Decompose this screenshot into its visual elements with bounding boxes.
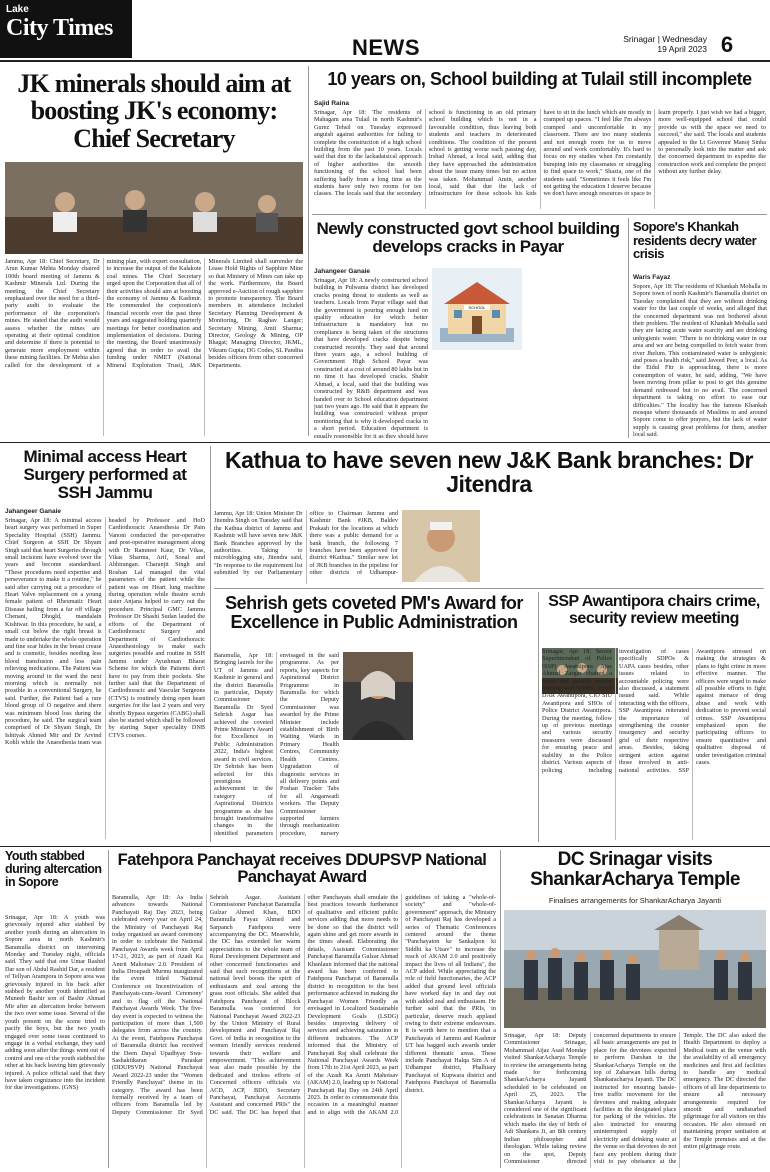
school-sign: SCHOOL xyxy=(468,305,486,310)
masthead-rule xyxy=(0,60,770,62)
shankaracharya-headline: DC Srinagar visits ShankarAcharya Temple xyxy=(530,850,740,890)
youth-headline: Youth stabbed during altercation in Sopore xyxy=(5,850,102,890)
payar-col1 xyxy=(314,268,428,438)
section-rule xyxy=(214,588,764,589)
column-divider xyxy=(500,850,501,1168)
page-number: 6 xyxy=(720,32,734,57)
sehrish-body: Baramulla, Apr 18: Bringing laurels for the UT of Jammu and Kashmir in general and the district Baramulla in particular, Deputy Commissioner Baramulla Dr Syed Sehrish Asgar has achieved the coveted Prime Minister's Award for Excellence in Public Administration 2022, India's highest award in civil services. Dr Sehrish has been selected for this prestigious achievement in the category of Aspirational Districts programme as she has brought transformative changes in the identified parameters envisaged in the said programme. As per reports, key aspects for Aspirational District Programme in Baramulla for which the Deputy Commissioner was awarded by the Prime Minister include establishment of Birth Waiting Wards in Primary Health Centres, Community Health Centres. Upgradation of diagnostic services in all delivery points and Poshan Tracker Tabs for all Anganwadi workers. The Deputy Commissioner supported farmers through mechanization procedure, nursery xyxy=(214,652,339,837)
minister-portrait-icon xyxy=(402,510,480,582)
ssh-byline: Jahangeer Ganaie xyxy=(5,508,61,515)
column-divider xyxy=(538,592,539,842)
payar-body: Srinagar, Apr 18: A newly constructed school building in Pulwama district has developed cracks posing threat to students as well as teachers. Locals from Payar village said that the government is pouring enough fund on quality education for which better infrastructure is mandatory but no compliance is being taken of the structures that have developed cracks despite being constructed recently. They said that around three years ago, a school building of Government High School Payar was constructed at a cost of around 80 lakhs but in no time it has developed cracks. Shabir Ahmad, a local, said that the building was constructed by R&B department and was handed over to School education department just two years ago. He said that it appears the building was constructed without proper monitoring that is why it developed cracks in a short period. Education department is equally responsible for it as they should have xyxy=(314,277,428,438)
school-building-icon xyxy=(432,268,522,350)
dateline xyxy=(597,34,707,54)
masthead-logo xyxy=(0,0,132,58)
ssh-article xyxy=(5,508,205,840)
shankaracharya-subhead: Finalises arrangements for ShankarAcharya Jayanti xyxy=(548,896,722,905)
jk-minerals-photo xyxy=(5,162,303,254)
khankah-headline: Sopore's Khankah residents decry water crisis xyxy=(633,220,757,262)
sehrish-photo xyxy=(343,652,413,740)
meeting-photo-icon xyxy=(5,162,303,254)
sehrish-body-cont xyxy=(417,652,534,840)
khankah-article xyxy=(633,274,767,438)
section-rule xyxy=(312,214,767,215)
kathua-body: Jammu, Apr 18: Union Minister Dr Jitendra Singh on Tuesday said that the Kathua district of Jammu and Kashmir will have seven new J&K Bank Branches approved by the authorities. Taking to microblogging site, Jitendra said, "In response to the requirement list submitted by our Parliamentary office to Chairman Jammu and Kashmir Bank #JKB, Baldev Prakash for the locations at which there was a public demand for a bank branch, the following 7 branches have been approved for district #Kathua." Similar new lot of JKB branches in the pipeline for other districts of Udhampur- xyxy=(214,510,398,577)
temple-visit-photo-icon xyxy=(504,910,766,1028)
khankah-byline: Waris Fayaz xyxy=(633,274,671,281)
ssh-headline: Minimal access Heart Surgery performed at SSH Jammu xyxy=(23,448,187,502)
brand-main: City Times xyxy=(6,15,113,41)
kathua-photo xyxy=(402,510,480,582)
section-rule xyxy=(0,442,770,443)
payar-body-cont xyxy=(432,352,624,438)
fatehpora-headline: Fatehpora Panchayat receives DDUPSVP National Panchayat Award xyxy=(117,852,487,887)
awantipora-body: Srinagar, Apr 18: Senior Superintendent of Police (SSP) Awantipora Ajaz Ahmed Zargar chaired a crime and security review meeting with SDPOs, DySP DAR Awantipora, CIO SIU Awantipora and SHOs of Police District Awantipora. During the meeting, follow up of previous meetings and various security measures were discussed for ensuring peace and stability in the Police district. Various aspects of policing including investigation of cases specifically SDPOs & UAPA cases besides, other issues related to accountable policing were also discussed, a statement issued said. While interacting with the officers, SSP Awantipora reiterated the importance of strengthening the counter insurgency and security grid of their respective areas. Besides, taking stringent action against those involved in anti-national activities. SSP Awantipora stressed on making the strategies & plans to fight crime in more effective manner. The officers were urged to make all possible efforts to fight against menace of drug abuse and work with dedication to prevent social crimes. SSP Awantipora emphasized upon the participating officers to ensure quantitative and qualitative disposal of under investigation criminal cases. xyxy=(542,648,766,774)
sehrish-headline: Sehrish gets coveted PM's Award for Excellence in Public Administration xyxy=(225,594,523,632)
payar-byline: Jahangeer Ganaie xyxy=(314,268,370,275)
fatehpora-body: Baramulla, Apr 18: As India advances towards National Panchayati Raj Day 2023, being celebrated every year on April 24, the Ministry of Panchayati Raj today organised an award ceremony in order to celebrate the National Panchayat Awards week from April 17-21, 2023, as part of Azadi Ka Amrit Mahotsav 2.0. President of India Droupadi Murmu inaugurated the event titled 'National Conference on Incentivization of Panchayats-cum-Award Ceremony' and to flag off the National Panchayat Awards Week. The five-day event is expected to witness the participation of more than 1,500 delegates from across the country. At the event, Fatehpora Panchayat of Baramulla district has received the Deen Dayal Upadhyay Swa-Sashaktikaran Puraskar (DDUPSVP) National Panchayat Award 2022-23 under the "Women Friendly Panchayat" theme in its category. The award has been formally received by a team of officers from Baramulla led by Deputy Commissioner Dr Syed Sehrish Asgar. Assistant Commissioner Panchayat Baramulla Gulzar Ahmed Khan, BDO Baramulla Fayaz Ahmed and Sarpanch Fatehpora were accompanying the DC. Meanwhile, the DC has extended her warm appreciations to the whole team of Rural Development Department and other concerned functionaries and said that such recognitions at the national level boosts the spirit of enthusiasm and zeal among the grass root officials. She added that Fatehpora Panchayat of Block Baramulla was conferred for National Panchayat Award 2022-23 by the Union Ministry of Rural development and Panchayat Raj Govt. of India in recognition to the women friendly services rendered towards their welfare and empowerment. "This achievement was also made possible by the dedicated and tireless efforts of Concerned officers officials viz ACD, ACP, BDO, Secretary Panchayat, Panchayat Accounts Assistant and concerned PRIs" the DC said. The DC has hoped that other Panchayats shall emulate the best practices towards furtherance of qualitative and efficient public services adding that more needs to be done so that the district will again shine and get more awards in the times ahead. Elaborating the details, Assistant Commissioner Panchayat Baramulla Gulzar Ahmad Khanlaun informed that the national award has been conferred to Fatehpora Panchayat of Baramulla district in recognition to the best performance achieved in making the Panchayat Women Friendly as envisaged in Localized Sustainable Development Goals (LSDG) besides improving delivery of services and achieving saturation in different indicators. The ACP informed that the Ministry of Panchayati Raj shall celebrate the National Panchayat Awards Week from 17th to 21st April 2023, as part of the Azadi Ka Amrit Mahotsav (AKAM) 2.0, leading up to National Panchayati Raj Day on 24th April 2023. In order to commemorate this occasion in a meaningful manner and to align with the AKAM 2.0 guidelines of taking a "whole-of-society" and "whole-of-government" approach, the Ministry of Panchayati Raj has developed a series of Thematic Conferences centered around the theme "Panchayaton ke Sankalpon ki Siddhi ka Utsav" to increase the reach of AKAM 2.0 and positively impact the lives of all Indians", the ACP added. While appreciating the role of field functionaries, the ACP added that ground level officials have worked day in and day out with added zeal and enthusiasm. He further said that the PRIs, in particular, deserve much applaud owing to their extreme endeavours. It is worth here to mention that a Panchayats of Jammu and Kashmir UT has bagged such awards under different thematic areas. These include Panchayat Halqa Sim A of Udhampur district, Phalhiary Panchayat of Kupwara district and Fatehpora Panchayat of Baramulla district. xyxy=(112,894,496,1116)
shankaracharya-body: Srinagar, Apr 18: Deputy Commissioner Srinagar, Mohammad Aijaz Asad Monday visited ShankarAcharya Temple to review the arrangements being made for forthcoming ShankarAcharya Jayanti scheduled to be celebrated on April 25, 2023. The ShankarAcharya Jayanti is considered one of the significant celebrations in Sanatan Dharma which marks the day of birth of Adi Shankara Ji, an 8th century Indian philosopher and theologian. While taking review on the spot, Deputy Commissioner directed concerned departments to ensure all basic arrangements are put in place for the devotees expected to perform Darshan in the ShankarAcharya Temple on the top of Zabarwan hills during Shankaracharya Jayanti. The DC instructed for ensuring hassle-free traffic movement for the devotees and making adequate facilities in the designated place for parking of the vehicles. He also instructed for ensuring uninterrupted supply of electricity and drinking water at the venue so that devotees do not face any problem during their visit to pay obeisance at the Temple. The DC also asked the Health Department to deploy a Medical team at the venue with the availability of all emergency medicines and first aid facilities to handle any medical emergency. The DC directed the officers of all line departments to ensure all necessary arrangements required for smooth and undisturbed pilgrimage for all visitors on this occasion. He also stressed on maintaining proper sanitation at the Temple premises and at the entire pilgrimage route. xyxy=(504,1032,766,1165)
tulail-byline: Sajid Raina xyxy=(314,100,350,107)
kathua-headline: Kathua to have seven new J&K Bank branches: Dr Jitendra xyxy=(225,448,753,498)
column-divider xyxy=(308,66,309,436)
awantipora-headline: SSP Awantipora chairs crime, security review meeting xyxy=(548,594,760,627)
khankah-body: Sopore, Apr 18: The residents of Khankah Mohalla in Sopore town of north Kashmir's Baramulla district on Tuesday complained that they are without drinking water for the last couple of weeks, and alleged that the concerned department was not bothered about their problem. The resident of Khankah Mohalla said they are facing acute water scarcity and are drinking unhygienic water. "There is no drinking water in our area and we are being compelled to fetch water from river Jhelum. This contaminated water is unhygienic and poses a health risk," said Javeed Peer, a local. As the Eidul Fitr is approaching, there is more consumption of water, he said, adding, "We have been moving from pillar to post to get this genuine demand redressed but to no avail. The concerned department is taking no effort to ease our difficulties." The locality has the famous Khankah mosque where thousands of Muslims in and around Sopore come to offer prayers, but the lack of water supply is causing great problems for them, another local said. xyxy=(633,283,767,438)
column-divider xyxy=(628,218,629,438)
youth-body: Srinagar, Apr 18: A youth was grievously injured after stabbed by another youth during an altercation in Sopore area in north Kashmir's Baramulla district on intervening Monday and Tuesday night, officials said. They said that one Umar Rashid Dar son of Abdul Rashid Dar, a resident of Tellyan Arampora in Sopore area was grievously injured in his back after stabbed by another youth identified as Muneeb Bashir son of Bashir Ahmad Mir after an altercation broke between the two over some issue. Several of the youth present on the scene tried to pacify the boys, but the two youth engaged over some issue continued to engage in a verbal exchange, they said adding soon after the things went out of control and one of the youth stabbed the other at his back leaving him grievously injured. A police official said that they have taken cognizance into the incident for due investigations. (GNS) xyxy=(5,914,105,1092)
section-rule xyxy=(0,846,770,847)
payar-headline: Newly constructed govt school building develops cracks in Payar xyxy=(316,220,620,256)
jk-minerals-body: Jammu, Apr 18: Chief Secretary, Dr Arun Kumar Mehta Monday chaired 100th board meeting of Jammu & Kashmir Minerals Ltd. During the meeting, the Chief Secretary emphasised over the need for a third-party audit to evaluate the performance of the corporation's mines. He stated that the audit would assess whether the mines are operating at their optimal condition and determine if there is potential to generate more employment within these mining facilities. Dr Mehta also called for the development of a mining plan, with expert consultation, to increase the output of the Kalakote coal mines. The Chief Secretary urged upon the Corporation that all of their activities should aim at boosting the economy of Jammu & Kashmir. He commended the corporation's financial records over the past three years and suggested holding quarterly meetings for better coordination and implementation of decisions. During the meeting, the Board unanimously agreed that in order to avail the funding under NMET (National Mineral Exploration Trust), J&K Minerals Limited shall surrender the Lease Hold Rights of Sapphire Mine so that Ministry of Mines can take up the work. Furthermore, the Board approved e-Auction of rough sapphire to promote transparency. The Board members in attendance included Secretary Planning Development & Monitoring, Dr Raghav Langer; Secretary Mining, Amit Sharma; Director, Geology & Mining, OP Bhagat; Managing Director, JKML, Vikram Gupta; DG Codes, SL Pandita besides officers from other concerned Departments. xyxy=(5,258,303,369)
brand-top: Lake xyxy=(6,4,29,15)
tulail-body: Srinagar, Apr 18: The residents of Mahagam area Tulail in north Kashmir's Gurez Tehsil on Tuesday expressed anguish against authorities for failing to complete the construction of a high school building from the past 10 years. Locals said that due to the lackadaisical approach of higher authorities the smooth functioning of the school had been suffering badly from a long time as the students have only two rooms for ten classes. The locals said that the secondary school is functioning in an old primary school building which is not in a favourable condition, thus leaving both students and teachers in deteriorated conditions. The condition of the present school is getting worse each passing day, Irshad Ahmad, a local said, adding that they have approached the administration about the issue many times but no action was taken. Mohammad Amin, another local, said that due the lack of infrastructure for these schools his kids have to sit in the lunch which are mostly in cramped up spaces. "I feel like I'm always cramped and uncomfortable in my classroom. There are too many students and not enough room for us to move around and work comfortably. It's hard to focus on my studies when I'm constantly bumping into my classmates or struggling to find space to work," Shazia, one of the students said. "Sometimes it feels like I'm not getting the education I deserve because we don't have enough resources or space to learn properly. I just wish we had a bigger, more well-equipped school that could provide us with the space we need to succeed," she said. The locals and students appealed to the Lt Governor Manoj Sinha to personally look into the matter and ask the concerned department to expedite the construction work and complete the project without any further delay. xyxy=(314,109,766,198)
tulail-article xyxy=(314,100,766,210)
tulail-headline: 10 years on, School building at Tulail still incomplete xyxy=(327,70,752,89)
ssh-body: Srinagar, Apr 18: A minimal access heart surgery was performed in Super Speciality Hospital (SSH) Jammu. Chief Surgeon at SSH Dr Shyam Singh said that heart Surgeries through small incisions have evolved over the years and become standardised. "These procedures need expertise and perseverance to make it a routine," he said after carrying out a procedure of Heart Valve replacement on a young female patient of Rheumatic Heart Disease hailing from a far off village Chenani, Dhogld, mandalain Kishtwar. In this procedure, he said, a small cut below the right breast is made to undertake the whole operation and fine scar hides in the breast crease and is cosmetic, besides needing less blood transfusion and less pain relieving medications. The Patient was moving around in the ward the next morning which is normally not possible in a conventional Surgery, he said. Further, the Patient had a rare blood group of O negative and there was minimum blood loss during the procedure, he said. The surgical team comprised of Dr Shyam Singh, Dr Ishtiyak Ahmed Mir and Dr Arvind Kohli while the Anaesthesia team was headed by Professor and HoD Cardiothoracic Anaesthesia Dr Pain Vanoni conducted the per-operative and post-operative management along with Dr Ramneet Kaur, Dr Vikas, Vikas Sharma, Arif, Sonal and Abhirangan. Charanjit Singh and Roshan Lal managed the vital parameters of the patient while the patient was on Heart lung machine during operation while theatre scrub sister Anjana helped to carry out the procedure. Principal GMC Jammu Professor Dr Shashi Sudan lauded the efforts of the Department of Cardiothoracic Surgery and Department of Cardiothoracic Anaesthesiology to make such surgeries possible and routine in SSH Jammu under Ayushman Bharat Scheme for which the Patients don't have to pay from their pockets. She further said that the Department of Cardiothoracic and Vascular Surgeons (CTVS) is routinely doing open heart surgeries for the last 2 years and very shortly Bypass surgeries (CABG) shall also be started which shall be followed by starting Super speciality DNB CTVS courses. xyxy=(5,517,205,747)
column-divider xyxy=(210,446,211,842)
jk-minerals-headline: JK minerals should aim at boosting JK's economy: Chief Secretary xyxy=(17,70,291,153)
kathua-body-cont xyxy=(484,510,764,584)
date: 19 April 2023 xyxy=(657,44,707,54)
section-title: NEWS xyxy=(352,35,420,60)
payar-photo xyxy=(432,268,522,350)
date-place: Srinagar | Wednesday xyxy=(623,34,707,44)
shankaracharya-photo xyxy=(504,910,766,1028)
column-divider xyxy=(108,850,109,1168)
dc-portrait-icon xyxy=(343,652,413,740)
